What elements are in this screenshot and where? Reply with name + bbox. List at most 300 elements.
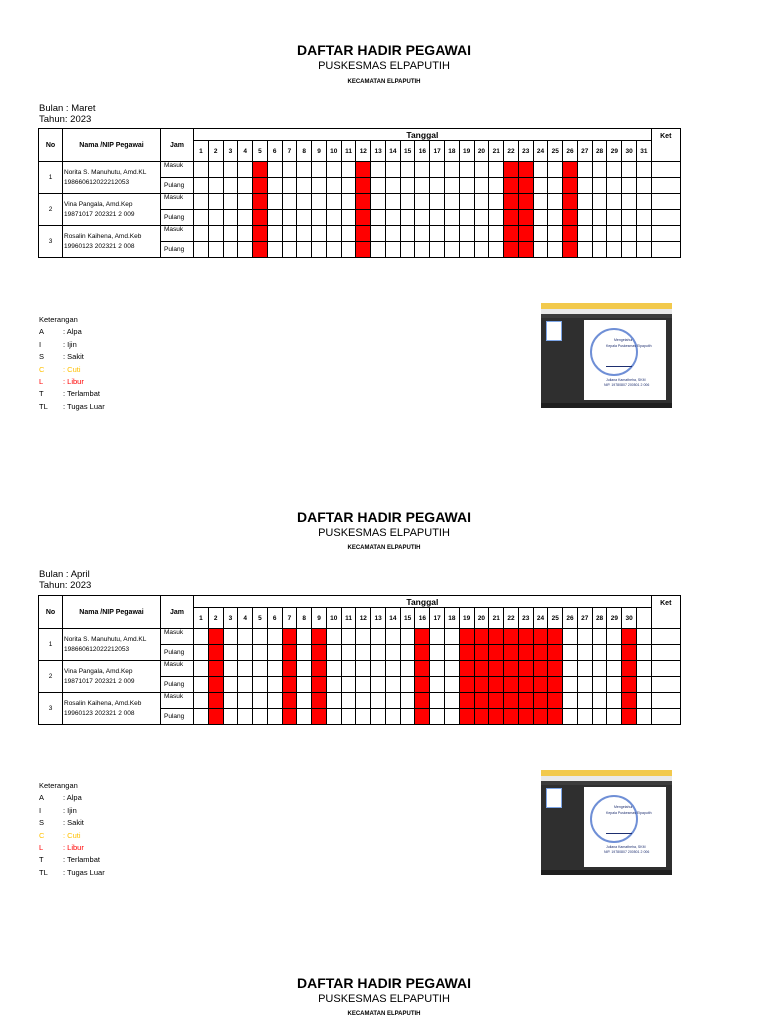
day-cell [577, 242, 592, 258]
day-cell [489, 178, 504, 194]
day-header: 22 [504, 141, 519, 162]
day-cell [341, 162, 356, 178]
day-cell [415, 242, 430, 258]
employee-nip: 19960123 202321 2 008 [64, 709, 135, 717]
day-cell [356, 661, 371, 677]
day-cell [636, 194, 651, 210]
employee-nip: 19960123 202321 2 008 [64, 242, 135, 250]
day-cell [326, 677, 341, 693]
header-ket: Ket [651, 129, 680, 162]
day-header: 17 [430, 141, 445, 162]
day-header: 8 [297, 141, 312, 162]
day-cell [385, 210, 400, 226]
header-nama: Nama /NIP Pegawai [63, 596, 161, 629]
day-cell [312, 194, 327, 210]
day-header: 28 [592, 608, 607, 629]
day-cell [385, 226, 400, 242]
day-cell [194, 661, 209, 677]
day-cell [223, 194, 238, 210]
day-cell [385, 629, 400, 645]
holiday-cell [356, 210, 371, 226]
day-cell [622, 162, 637, 178]
legend-text: : Alpa [63, 327, 82, 337]
holiday-cell [563, 242, 578, 258]
day-cell [297, 226, 312, 242]
legend-code: T [39, 389, 44, 399]
day-cell [400, 242, 415, 258]
day-cell [445, 645, 460, 661]
legend-heading: Keterangan [39, 781, 78, 790]
day-header: 27 [577, 608, 592, 629]
day-header: 14 [385, 141, 400, 162]
day-cell [592, 645, 607, 661]
holiday-cell [504, 162, 519, 178]
holiday-cell [548, 677, 563, 693]
holiday-cell [504, 629, 519, 645]
day-cell [341, 242, 356, 258]
holiday-cell [622, 693, 637, 709]
day-cell [445, 709, 460, 725]
day-cell [577, 178, 592, 194]
day-cell [253, 709, 268, 725]
day-header: 4 [238, 141, 253, 162]
day-cell [592, 210, 607, 226]
legend-item [39, 805, 105, 817]
day-cell [371, 709, 386, 725]
legend-text: : Alpa [63, 793, 82, 803]
day-cell [430, 210, 445, 226]
stamp-line2: Kepala Puskesmas Elpaputih [606, 811, 652, 815]
holiday-cell [622, 629, 637, 645]
holiday-cell [504, 242, 519, 258]
holiday-cell [415, 693, 430, 709]
day-cell [607, 629, 622, 645]
header-tanggal: Tanggal [194, 596, 652, 608]
legend-text: : Tugas Luar [63, 867, 105, 877]
holiday-cell [533, 661, 548, 677]
day-cell [282, 162, 297, 178]
month-label: Bulan : April [39, 569, 90, 580]
day-cell [400, 210, 415, 226]
employee-no: 1 [39, 629, 63, 661]
day-cell [223, 645, 238, 661]
holiday-cell [253, 178, 268, 194]
holiday-cell [312, 677, 327, 693]
day-cell [208, 178, 223, 194]
page-district: KECAMATAN ELPAPUTIH [347, 1011, 421, 1017]
empty-cell [636, 645, 651, 661]
day-cell [459, 162, 474, 178]
table-row [39, 661, 681, 677]
page-title: DAFTAR HADIR PEGAWAI [297, 42, 471, 58]
day-cell [577, 226, 592, 242]
legend-item [39, 339, 105, 351]
table-row [39, 162, 681, 178]
day-cell [371, 194, 386, 210]
jam-cell: Masuk [161, 661, 194, 677]
ket-cell [651, 693, 680, 709]
holiday-cell [622, 709, 637, 725]
day-cell [607, 194, 622, 210]
day-cell [548, 210, 563, 226]
day-header: 1 [194, 608, 209, 629]
day-cell [400, 709, 415, 725]
day-cell [459, 178, 474, 194]
table-row [39, 693, 681, 709]
legend-item [39, 326, 105, 338]
ket-cell [651, 242, 680, 258]
day-cell [312, 162, 327, 178]
month-label: Bulan : Maret [39, 103, 96, 114]
day-cell [385, 242, 400, 258]
day-cell [430, 693, 445, 709]
employee-name: Vina Pangala, Amd.Kep [64, 667, 133, 675]
day-cell [238, 677, 253, 693]
day-cell [385, 693, 400, 709]
day-cell [385, 677, 400, 693]
document-page [584, 320, 666, 400]
day-cell [548, 194, 563, 210]
viewer-toolbar [541, 314, 672, 318]
page-title: DAFTAR HADIR PEGAWAI [297, 509, 471, 525]
page-thumbnail [546, 788, 562, 808]
day-cell [371, 661, 386, 677]
day-cell [326, 629, 341, 645]
day-cell [607, 693, 622, 709]
holiday-cell [459, 677, 474, 693]
day-header: 10 [326, 608, 341, 629]
day-cell [253, 661, 268, 677]
day-cell [592, 677, 607, 693]
day-cell [459, 194, 474, 210]
day-cell [577, 693, 592, 709]
day-cell [474, 162, 489, 178]
day-header: 30 [622, 608, 637, 629]
ket-cell [651, 661, 680, 677]
legend-code: I [39, 339, 42, 349]
day-cell [415, 194, 430, 210]
day-header: 24 [533, 141, 548, 162]
day-header: 2 [208, 141, 223, 162]
employee-name-nip [63, 194, 161, 226]
page-subtitle: PUSKESMAS ELPAPUTIH [318, 527, 450, 539]
jam-cell: Masuk [161, 693, 194, 709]
holiday-cell [489, 629, 504, 645]
holiday-cell [282, 645, 297, 661]
day-cell [267, 194, 282, 210]
legend-text: : Libur [63, 843, 84, 853]
day-cell [341, 645, 356, 661]
day-cell [194, 709, 209, 725]
day-cell [622, 226, 637, 242]
holiday-cell [356, 226, 371, 242]
day-cell [297, 178, 312, 194]
empty-cell [636, 709, 651, 725]
day-cell [238, 693, 253, 709]
day-cell [548, 226, 563, 242]
holiday-cell [474, 661, 489, 677]
day-cell [577, 194, 592, 210]
day-cell [326, 162, 341, 178]
day-cell [312, 178, 327, 194]
day-cell [341, 210, 356, 226]
day-header: 9 [312, 141, 327, 162]
day-cell [238, 210, 253, 226]
page-district: KECAMATAN ELPAPUTIH [347, 79, 421, 85]
holiday-cell [504, 210, 519, 226]
day-header: 3 [223, 141, 238, 162]
day-cell [489, 162, 504, 178]
holiday-cell [459, 645, 474, 661]
day-cell [533, 162, 548, 178]
day-cell [459, 210, 474, 226]
holiday-cell [415, 629, 430, 645]
day-header: 25 [548, 141, 563, 162]
day-cell [194, 677, 209, 693]
holiday-cell [312, 661, 327, 677]
day-cell [459, 242, 474, 258]
day-cell [223, 226, 238, 242]
day-cell [636, 210, 651, 226]
employee-no: 3 [39, 693, 63, 725]
holiday-cell [356, 242, 371, 258]
stamp-line1: Mengetahui [614, 805, 633, 809]
day-cell [312, 210, 327, 226]
legend-code: TL [39, 867, 48, 877]
day-cell [282, 210, 297, 226]
day-cell [341, 226, 356, 242]
day-cell [194, 178, 209, 194]
day-cell [297, 693, 312, 709]
period-info [39, 569, 91, 591]
day-cell [533, 210, 548, 226]
holiday-cell [253, 210, 268, 226]
legend-item [39, 792, 105, 804]
day-header: 8 [297, 608, 312, 629]
day-cell [592, 178, 607, 194]
employee-nip: 19871017 202321 2 009 [64, 677, 135, 685]
day-header: 21 [489, 608, 504, 629]
holiday-cell [533, 629, 548, 645]
day-cell [445, 693, 460, 709]
day-cell [548, 162, 563, 178]
holiday-cell [253, 162, 268, 178]
day-cell [297, 629, 312, 645]
holiday-cell [356, 162, 371, 178]
holiday-cell [312, 709, 327, 725]
day-cell [445, 210, 460, 226]
day-header: 6 [267, 608, 282, 629]
day-cell [267, 178, 282, 194]
day-header: 20 [474, 608, 489, 629]
employee-nip: 198660612022212053 [64, 645, 130, 653]
legend-code: S [39, 352, 45, 362]
day-cell [533, 178, 548, 194]
day-cell [312, 226, 327, 242]
day-cell [577, 709, 592, 725]
day-cell [326, 242, 341, 258]
day-cell [356, 693, 371, 709]
holiday-cell [253, 194, 268, 210]
day-cell [297, 709, 312, 725]
day-header: 16 [415, 141, 430, 162]
day-header: 11 [341, 608, 356, 629]
ket-cell [651, 162, 680, 178]
empty-cell [636, 661, 651, 677]
day-cell [356, 677, 371, 693]
day-cell [194, 693, 209, 709]
holiday-cell [312, 693, 327, 709]
ket-cell [651, 645, 680, 661]
day-cell [385, 661, 400, 677]
day-cell [577, 677, 592, 693]
employee-no: 3 [39, 226, 63, 258]
day-cell [267, 661, 282, 677]
holiday-cell [489, 693, 504, 709]
day-header: 26 [563, 608, 578, 629]
day-cell [563, 677, 578, 693]
day-header: 23 [518, 141, 533, 162]
day-cell [563, 629, 578, 645]
day-cell [238, 709, 253, 725]
page-subtitle: PUSKESMAS ELPAPUTIH [318, 993, 450, 1005]
employee-no: 1 [39, 162, 63, 194]
holiday-cell [533, 645, 548, 661]
day-cell [267, 645, 282, 661]
day-cell [592, 709, 607, 725]
day-cell [489, 210, 504, 226]
ket-cell [651, 178, 680, 194]
day-cell [371, 629, 386, 645]
day-header: 2 [208, 608, 223, 629]
holiday-cell [489, 709, 504, 725]
holiday-cell [312, 629, 327, 645]
legend-text: : Cuti [63, 830, 81, 840]
page-district: KECAMATAN ELPAPUTIH [347, 545, 421, 551]
day-cell [282, 194, 297, 210]
day-cell [267, 629, 282, 645]
holiday-cell [459, 693, 474, 709]
day-header: 11 [341, 141, 356, 162]
day-cell [415, 226, 430, 242]
holiday-cell [563, 210, 578, 226]
legend-text: : Libur [63, 377, 84, 387]
holiday-cell [282, 693, 297, 709]
employee-name-nip [63, 629, 161, 661]
day-cell [445, 178, 460, 194]
legend-item [39, 351, 105, 363]
day-cell [622, 242, 637, 258]
day-cell [430, 162, 445, 178]
day-cell [400, 162, 415, 178]
legend-text: : Terlambat [63, 389, 100, 399]
day-cell [607, 677, 622, 693]
day-cell [563, 709, 578, 725]
day-header-empty [636, 608, 651, 629]
day-header: 5 [253, 608, 268, 629]
day-header: 22 [504, 608, 519, 629]
stamp-name: Juliana Kamatheha, SKM [606, 378, 646, 382]
day-cell [622, 210, 637, 226]
header-no: No [39, 129, 63, 162]
holiday-cell [253, 242, 268, 258]
day-header: 27 [577, 141, 592, 162]
legend-code: T [39, 855, 44, 865]
day-cell [430, 178, 445, 194]
legend-item [39, 401, 105, 413]
day-cell [194, 645, 209, 661]
holiday-cell [208, 629, 223, 645]
day-header: 31 [636, 141, 651, 162]
holiday-cell [533, 677, 548, 693]
holiday-cell [282, 677, 297, 693]
holiday-cell [504, 194, 519, 210]
day-cell [430, 709, 445, 725]
day-cell [356, 645, 371, 661]
holiday-cell [208, 693, 223, 709]
day-cell [445, 629, 460, 645]
page-thumbnail [546, 321, 562, 341]
day-cell [297, 194, 312, 210]
day-cell [223, 162, 238, 178]
holiday-cell [518, 661, 533, 677]
legend-item [39, 817, 105, 829]
day-cell [592, 693, 607, 709]
day-cell [326, 210, 341, 226]
day-cell [267, 709, 282, 725]
holiday-cell [533, 709, 548, 725]
holiday-cell [518, 629, 533, 645]
ket-cell [651, 629, 680, 645]
day-cell [194, 242, 209, 258]
page-subtitle: PUSKESMAS ELPAPUTIH [318, 60, 450, 72]
legend-item [39, 376, 105, 388]
taskbar [541, 403, 672, 408]
stamp-nip: NIP. 19780807 200501 2 006 [604, 850, 650, 854]
day-cell [636, 162, 651, 178]
day-header: 10 [326, 141, 341, 162]
day-cell [371, 210, 386, 226]
day-cell [533, 194, 548, 210]
header-jam: Jam [161, 596, 194, 629]
day-cell [253, 693, 268, 709]
legend-item [39, 830, 105, 842]
legend-code: L [39, 377, 44, 387]
day-cell [371, 693, 386, 709]
holiday-cell [504, 178, 519, 194]
day-cell [238, 645, 253, 661]
day-header: 19 [459, 608, 474, 629]
day-cell [326, 226, 341, 242]
year-label: Tahun: 2023 [39, 114, 92, 125]
employee-name-nip [63, 162, 161, 194]
day-cell [400, 629, 415, 645]
day-cell [223, 210, 238, 226]
day-cell [430, 242, 445, 258]
holiday-cell [504, 709, 519, 725]
day-cell [430, 645, 445, 661]
header-ket: Ket [651, 596, 680, 629]
employee-name-nip [63, 693, 161, 725]
day-cell [607, 162, 622, 178]
day-cell [400, 693, 415, 709]
legend-code: A [39, 793, 45, 803]
jam-cell: Pulang [161, 645, 194, 661]
day-header: 17 [430, 608, 445, 629]
legend [39, 780, 105, 879]
day-header: 28 [592, 141, 607, 162]
day-header: 7 [282, 608, 297, 629]
